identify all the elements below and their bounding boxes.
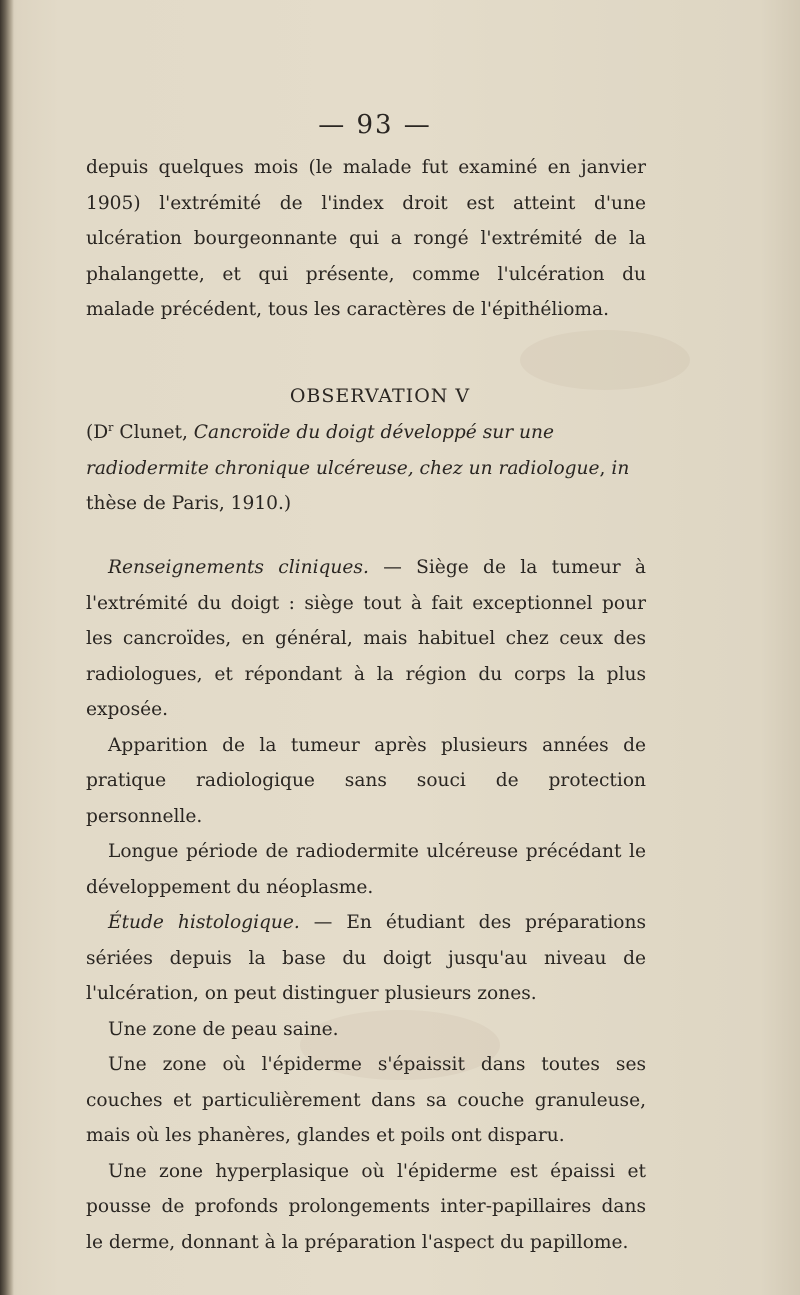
citation-open: (D <box>86 422 109 444</box>
clinical-paragraph <box>86 550 646 728</box>
histology-label: Étude histologique. <box>108 912 300 933</box>
citation-in: in <box>611 457 630 479</box>
apparition-paragraph: Apparition de la tumeur après plusieurs années de pratique radiologique sans souci de protection personnelle. <box>86 734 646 827</box>
top-paragraph-block <box>86 150 646 328</box>
zone2-paragraph: Une zone où l'épiderme s'épaissit dans toutes ses couches et particulièrement dans sa couche granuleuse, mais où les phanères, glandes et poils ont disparu. <box>86 1054 646 1146</box>
body-text <box>86 550 646 1260</box>
histology-paragraph <box>86 905 646 1012</box>
citation <box>86 410 646 522</box>
histology-text: — En étudiant des préparations sériées depuis la base du doigt jusqu'au niveau de l'ulcération, on peut distinguer plusieurs zones. <box>86 912 646 1004</box>
citation-block <box>86 410 646 522</box>
clinical-text: — Siège de la tumeur à l'extrémité du doigt : siège tout à fait exceptionnel pour les cancroïdes, en général, mais habituel chez ceux des radiologues, et répondant à la région du corps la plus exposée. <box>86 557 646 720</box>
observation-heading: OBSERVATION V <box>289 385 471 407</box>
clinical-label: Renseignements cliniques. <box>108 557 369 578</box>
zone3-paragraph: Une zone hyperplasique où l'épiderme est épaissi et pousse de profonds prolongements inter-papillaires dans le derme, donnant à la préparation l'aspect du papillome. <box>86 1160 646 1253</box>
longue-paragraph: Longue période de radiodermite ulcéreuse précédant le développement du néoplasme. <box>86 841 646 898</box>
citation-rest: thèse de Paris, 1910.) <box>86 493 292 515</box>
citation-title: Cancroïde du doigt développé sur une radiodermite chronique ulcéreuse, chez un radiologue <box>86 422 600 479</box>
citation-sup: r <box>108 421 114 434</box>
page-binding-edge <box>0 0 14 1295</box>
zone1-paragraph: Une zone de peau saine. <box>108 1018 339 1040</box>
paper-stain <box>520 330 690 390</box>
page-number: — 93 — <box>318 110 432 140</box>
top-paragraph: depuis quelques mois (le malade fut examiné en janvier 1905) l'extrémité de l'index droit est atteint d'une ulcération bourgeonnante qui a rongé l'extrémité de la phalangette, et qui présente, comme l'ulcération du malade précédent, tous les caractères de l'épithélioma. <box>86 157 646 320</box>
citation-separator: , <box>599 457 612 479</box>
citation-author: Clunet, <box>113 422 194 444</box>
